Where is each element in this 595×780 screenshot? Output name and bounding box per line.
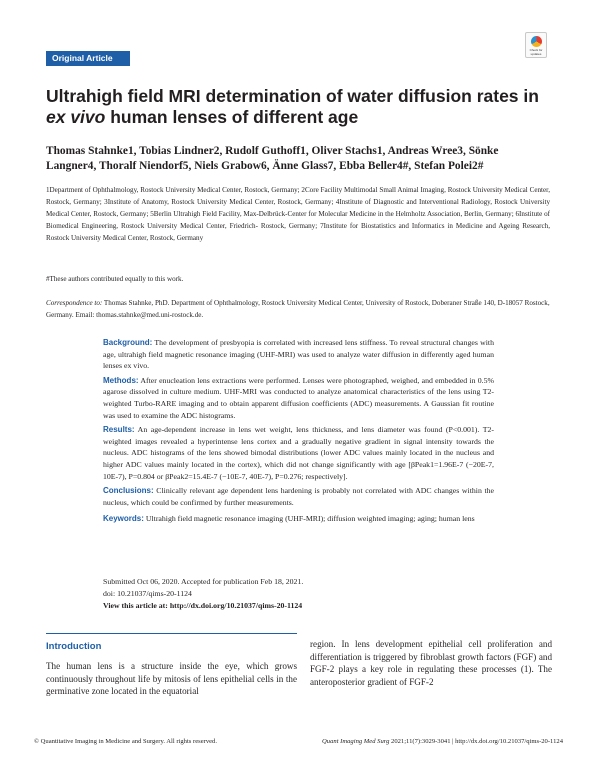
abstract-results: Results: An age-dependent increase in lens wet weight, lens thickness, and lens diameter was found (P<0.001). T2-weighted images revealed a hyperintense lens cortex and a gradually negative gradient in signal intensity towards the nucleus. ADC histograms of the lens showed bimodal distributions (lower ADC values mainly located in the nucleus and higher ADC values mainly located in the cortex), which did not change significantly with age [βPeak1=1.96E-7 (−20E-7, 10E-7), P=0.804 or βPeak2=15.4E-7 (−10E-7, 40E-7), P=0.276; respectively]. <box>103 425 494 481</box>
abstract-conclusions: Conclusions: Clinically relevant age dependent lens hardening is probably not correlated with ADC changes within the nucleus, which could be confirmed by further measurements. <box>103 486 494 507</box>
correspondence: Correspondence to: Thomas Stahnke, PhD. Department of Ophthalmology, Rostock University Medical Center, University of Rostock, Doberaner Straße 140, D-18057 Rostock, Germany. Email: thomas.stahnke@med.uni-rostock.de. <box>46 299 550 319</box>
affiliations: 1Department of Ophthalmology, Rostock University Medical Center, Rostock, Germany; 2Core Facility Multimodal Small Animal Imaging, Rostock University Medical Center, Rostock, Germany; 3Institute of Anatomy, Rostock University Medical Center, Rostock, Germany; 4Institute of Diagnostic and Interventional Radiology, Rostock University Medical Center, Rostock, Germany; 5Berlin Ultrahigh Field Facility, Max-Delbrück-Center for Molecular Medicine in the Helmholtz Association, Berlin, Germany; 6Institute of Biomedical Engineering, Rostock University Medical Center, Friedrich- Rostock, Germany; 7Institute for Biostatistics and Informatics in Medicine and Ageing Research, Rostock University Medical Center, Rostock, Germany <box>46 186 550 243</box>
submission-dates: Submitted Oct 06, 2020. Accepted for publication Feb 18, 2021. <box>103 577 304 586</box>
crossmark-label: Check for updates <box>529 48 543 56</box>
introduction-heading: Introduction <box>46 641 102 652</box>
author-list: Thomas Stahnke1, Tobias Lindner2, Rudolf Guthoff1, Oliver Stachs1, Andreas Wree3, Sönke Langner4, Thoralf Niendorf5, Niels Grabow6, Änne Glass7, Ebba Beller4#, Stefan Polei2# <box>46 145 499 172</box>
article-title: Ultrahigh field MRI determination of water diffusion rates in ex vivo human lenses of different age <box>46 86 539 127</box>
copyright-footer: © Quantitative Imaging in Medicine and Surgery. All rights reserved. <box>34 738 217 745</box>
intro-text-left-column: The human lens is a structure inside the eye, which grows continuously throughout life by mitosis of lens epithelial cells in the germinative zone located in the equatorial <box>46 661 297 697</box>
article-history <box>103 576 494 612</box>
abstract-background: Background: The development of presbyopia is correlated with increased lens stiffness. To reveal structural changes with age, ultrahigh field magnetic resonance imaging (UHF-MRI) was used to analyze water diffusion in differently aged human lenses ex vivo. <box>103 338 494 371</box>
view-article-link[interactable]: View this article at: http://dx.doi.org/10.21037/qims-20-1124 <box>103 601 303 610</box>
crossmark-badge[interactable] <box>525 32 547 58</box>
section-divider <box>46 633 297 634</box>
abstract <box>103 337 494 528</box>
citation-footer: Quant Imaging Med Surg 2021;11(7):3029-3041 | http://dx.doi.org/10.21037/qims-20-1124 <box>322 738 563 745</box>
article-type-badge: Original Article <box>46 51 130 66</box>
equal-contribution-note: #These authors contributed equally to this work. <box>46 275 184 283</box>
intro-text-right-column: region. In lens development epithelial cell proliferation and differentiation is triggered by fibroblast growth factors (FGF) and FGF-2 plays a key role in regulating these processes (1). The anteroposterior gradient of FGF-2 <box>310 639 552 687</box>
abstract-keywords: Keywords: Ultrahigh field magnetic resonance imaging (UHF-MRI); diffusion weighted imaging; aging; human lens <box>103 514 475 524</box>
crossmark-icon <box>531 36 542 47</box>
abstract-methods: Methods: After enucleation lens extractions were performed. Lenses were photographed, weighed, and embedded in 0.5% agarose dissolved in culture medium. UHF-MRI was conducted to analyze anatomical characteristics of the lens using T2-weighted Turbo-RARE imaging and to obtain apparent diffusion coefficients (ADC) measurements. A Gaussian fit routine was used to examine the ADC histograms. <box>103 375 494 420</box>
doi: doi: 10.21037/qims-20-1124 <box>103 589 192 598</box>
